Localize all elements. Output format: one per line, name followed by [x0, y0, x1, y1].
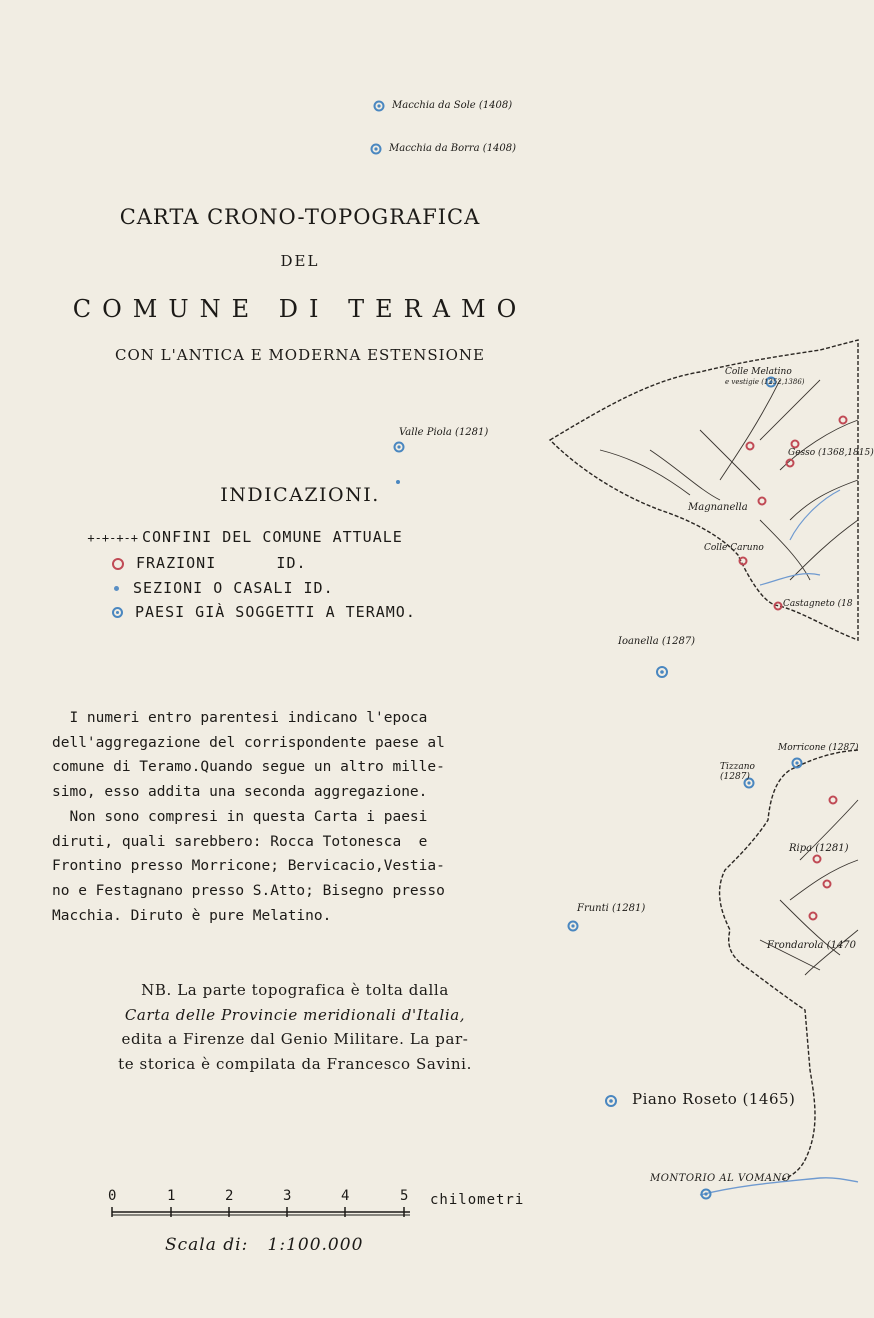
nb-line1: NB. La parte topografica è tolta dalla	[141, 981, 449, 999]
label-macchia-sole: Macchia da Sole (1408)	[392, 100, 513, 111]
blue-dot-icon	[114, 586, 119, 591]
label-frunti: Frunti (1281)	[577, 903, 646, 914]
note-line: comune di Teramo.Quando segue un altro mille-	[52, 759, 445, 776]
nb-line3: edita a Firenze dal Genio Militare. La par-	[121, 1030, 469, 1049]
note-line: simo, esso addita una seconda aggregazione.	[52, 784, 428, 801]
title-line4: CON L'ANTICA E MODERNA ESTENSIONE	[115, 346, 485, 364]
scale-unit: chilometri	[430, 1192, 525, 1208]
comune-boundary-south	[720, 750, 858, 1180]
legend-item-frazioni	[112, 554, 307, 572]
label-colle-melatino-sub: e vestigie (1252,1386)	[725, 378, 805, 386]
legend-label-frazioni: FRAZIONI ID.	[136, 554, 307, 572]
scale-label: Scala di: 1:100.000	[165, 1235, 364, 1255]
boundary-symbol: +-+-+-+	[87, 531, 138, 545]
legend-label-boundary: CONFINI DEL COMUNE ATTUALE	[142, 528, 403, 546]
label-valle-piola: Valle Piola (1281)	[399, 427, 489, 438]
legend-item-boundary	[62, 528, 403, 546]
label-ioanella: Ioanella (1287)	[618, 636, 696, 647]
title-line1: CARTA CRONO-TOPOGRAFICA	[119, 205, 481, 229]
label-morricone: Morricone (1287)	[778, 743, 859, 753]
note-line: dell'aggregazione del corrispondente paese al	[52, 734, 445, 751]
scale-bar	[108, 1206, 418, 1218]
legend-heading: INDICAZIONI.	[220, 484, 380, 506]
note-paragraph	[52, 706, 445, 928]
note-line: diruti, quali sarebbero: Rocca Totonesca e	[52, 833, 428, 850]
scale-tick-label: 1	[167, 1188, 176, 1204]
label-ripa: Ripa (1281)	[789, 843, 849, 854]
note-line: no e Festagnano presso S.Atto; Bisegno presso	[52, 882, 445, 899]
label-colle-caruno: Colle Caruno	[704, 543, 764, 553]
label-frondarola: Frondarola (1470	[767, 940, 857, 951]
label-tizzano: Tizzano (1287)	[720, 762, 755, 782]
scale-tick-label: 0	[108, 1188, 117, 1204]
note-line: Macchia. Diruto è pure Melatino.	[52, 907, 332, 924]
scale-tick-label: 5	[400, 1188, 409, 1204]
title-line3: COMUNE DI TERAMO	[72, 295, 528, 323]
nb-line4: te storica è compilata da Francesco Savini.	[118, 1055, 472, 1074]
note-line: Frontino presso Morricone; Bervicacio,Vestia-	[52, 858, 445, 875]
scale-tick-label: 2	[225, 1188, 234, 1204]
title-line2: DEL	[280, 252, 320, 270]
legend-label-sezioni: SEZIONI O CASALI ID.	[133, 579, 334, 597]
nb-line2: Carta delle Provincie meridionali d'Italia,	[124, 1005, 466, 1024]
label-macchia-borra: Macchia da Borra (1408)	[389, 143, 517, 154]
note-line: Non sono compresi in questa Carta i paesi	[52, 808, 428, 825]
legend-item-paesi	[112, 603, 416, 621]
label-magnanella: Magnanella	[688, 502, 748, 513]
legend-label-paesi: PAESI GIÀ SOGGETTI A TERAMO.	[135, 603, 416, 621]
nb-paragraph	[60, 978, 530, 1077]
scale-tick-label: 4	[341, 1188, 350, 1204]
scale-tick-label: 3	[283, 1188, 292, 1204]
target-circle-icon	[112, 607, 123, 618]
label-castagneto: Castagneto (18	[783, 599, 853, 609]
red-circle-icon	[112, 558, 124, 570]
label-colle-melatino: Colle Melatino	[725, 367, 792, 377]
label-montorio: MONTORIO AL VOMANO	[650, 1173, 791, 1184]
label-piano-roseto: Piano Roseto (1465)	[632, 1090, 796, 1108]
note-line: I numeri entro parentesi indicano l'epoca	[52, 710, 428, 726]
label-gesso: Gesso (1368,1815)	[788, 448, 874, 458]
legend-item-sezioni	[114, 579, 334, 597]
